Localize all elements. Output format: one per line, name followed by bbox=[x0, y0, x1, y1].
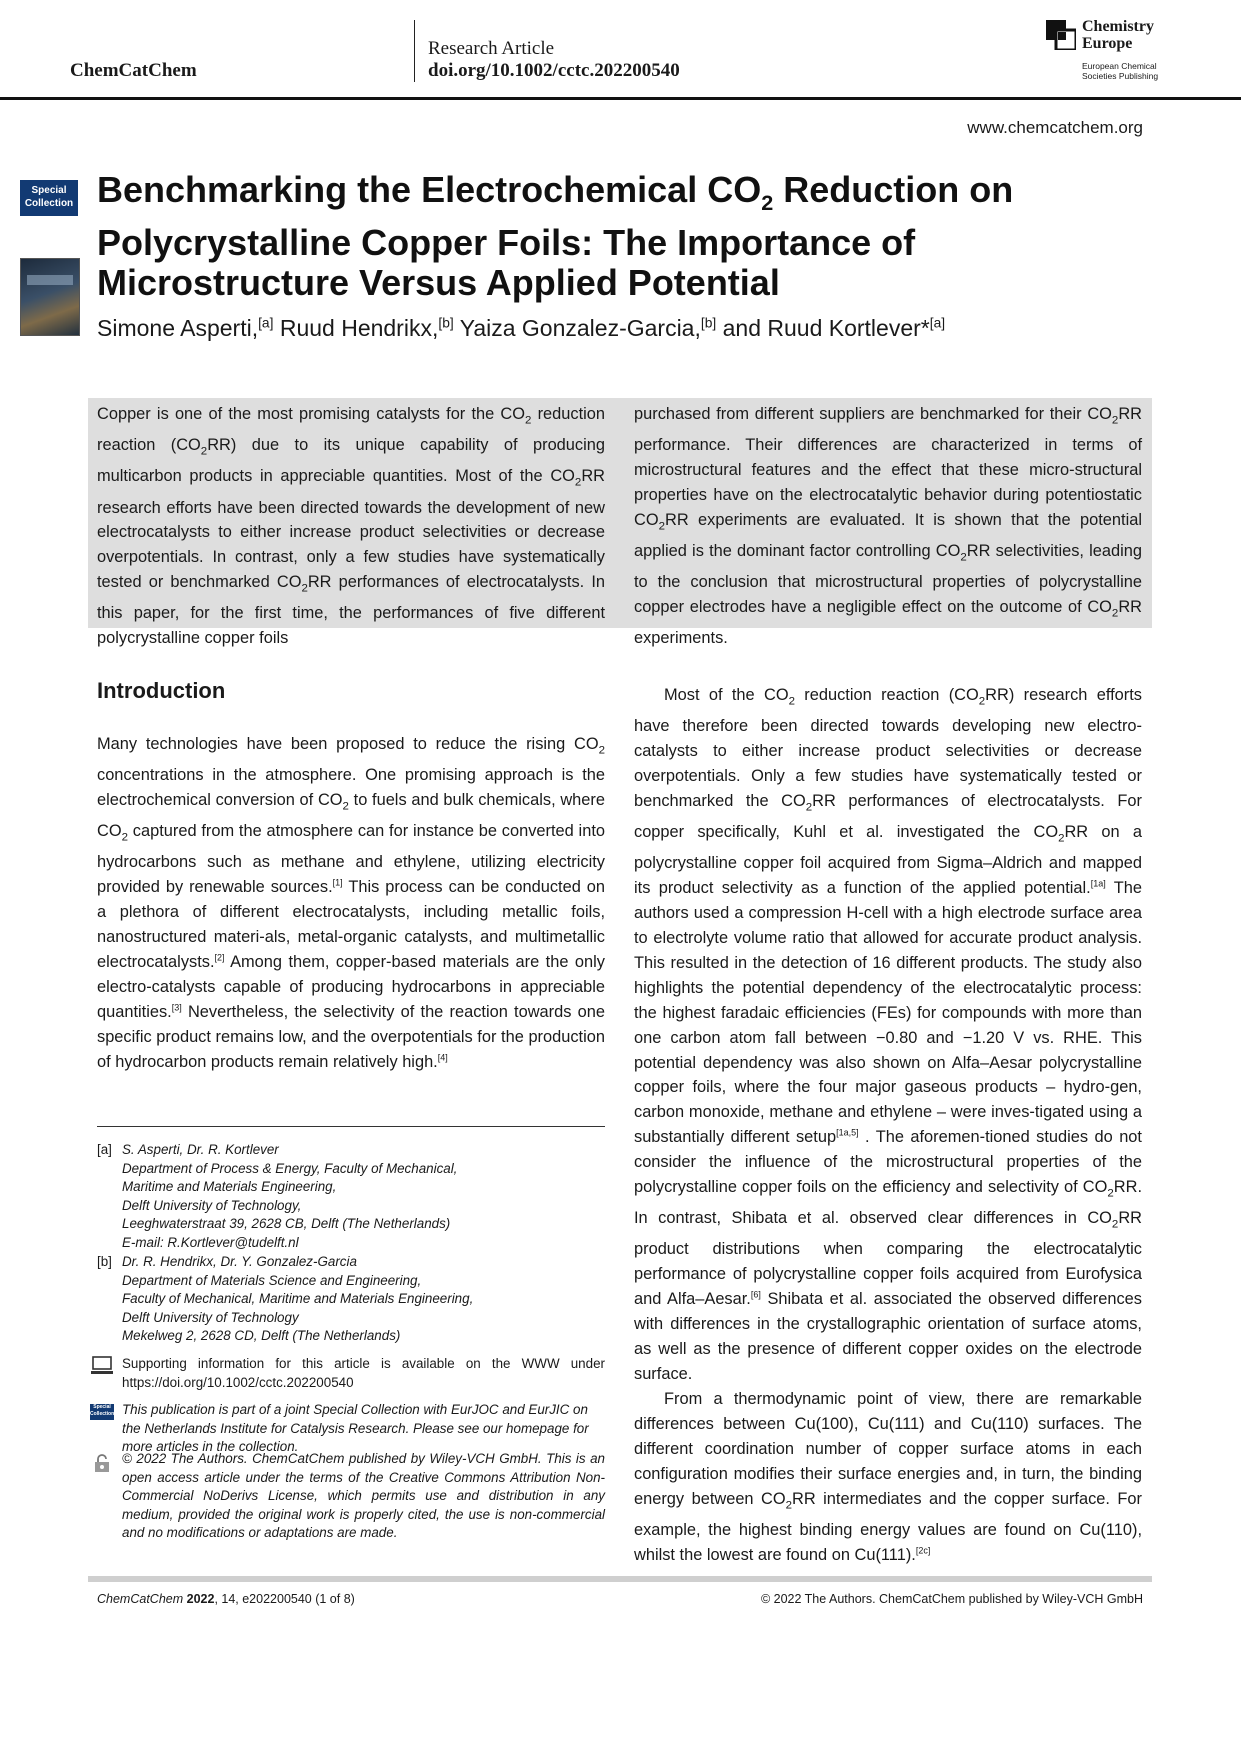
footnote-divider bbox=[97, 1126, 605, 1127]
website-link[interactable]: www.chemcatchem.org bbox=[967, 118, 1143, 137]
header-divider bbox=[414, 20, 415, 82]
affiliation-a: [a] S. Asperti, Dr. R. Kortlever Department of Process & Energy, Faculty of Mechanical, Maritime and Materials Engineering, Delft University of Technology, Leeghwaterstraat 39, 2628 CB, Delft (The Netherlands) E-mail: R.Kortlever@tudelft.nl bbox=[97, 1141, 605, 1253]
author-list: Simone Asperti,[a] Ruud Hendrikx,[b] Yaiza Gonzalez-Garcia,[b] and Ruud Kortlever*[a] bbox=[97, 315, 946, 341]
article-type: Research Article bbox=[428, 38, 555, 59]
author-name: and Ruud Kortlever* bbox=[722, 315, 930, 341]
author-email-link[interactable]: E-mail: R.Kortlever@tudelft.nl bbox=[122, 1235, 299, 1250]
footer-citation: ChemCatChem 2022, 14, e202200540 (1 of 8) bbox=[97, 1592, 355, 1606]
special-collection-badge[interactable]: Special Collection bbox=[20, 180, 78, 216]
publisher-subtitle: European Chemical Societies Publishing bbox=[1082, 61, 1159, 81]
footer-copyright: © 2022 The Authors. ChemCatChem published by Wiley-VCH GmbH bbox=[760, 1592, 1143, 1606]
intro-left-text: Many technologies have been proposed to reduce the rising $CO_2$ concentrations in the atmosphere. One promising approach is the electrochemical conversion of $CO_2$ to fuels and bulk chemicals, where $CO_2$ captured from the atmosphere can for instance be converted into hydrocarbons such as methane and ethylene, utilizing electricity provided by renewable sources.[1] This process can be conducted on a plethora of different electrocatalysts, including metallic foils, nanostructured materi-als, metal-organic catalysts, and multimetallic electrocatalysts.[2] Among them, copper-based materials are the only electro-catalysts capable of producing hydrocarbons in appreciable quantities.[3] Nevertheless, the selectivity of the reaction towards one specific product remains low, and the overpotentials for the production of hydrocarbon products remain relatively high.[4] bbox=[97, 735, 605, 1071]
journal-name: ChemCatChem bbox=[70, 60, 197, 81]
chemistry-europe-logo-icon bbox=[1046, 20, 1076, 50]
computer-icon bbox=[90, 1356, 114, 1376]
article-title: Benchmarking the Electrochemical $CO_2$ Reduction on Polycrystalline Copper Foils: The Importance of Microstructure Versus Applied Potential bbox=[97, 169, 1014, 304]
header-rule bbox=[0, 97, 1241, 100]
author-name: Simone Asperti, bbox=[97, 315, 259, 341]
abstract-right-column: purchased from different suppliers are benchmarked for their $CO_2RR$ performance. Their differences are characterized in terms of microstructural features and the effect that these micro-structural properties have on the electrocatalytic behavior during potentiostatic $CO_2RR$ experiments are evaluated. It is shown that the potential applied is the dominant factor controlling $CO_2RR$ selectivities, leading to the conclusion that microstructural properties of polycrystalline copper electrodes have a negligible effect on the outcome of $CO_2RR$ experiments. bbox=[634, 405, 1143, 648]
open-access-icon bbox=[90, 1453, 114, 1473]
collection-note: This publication is part of a joint Special Collection with EurJOC and EurJIC on the Netherlands Institute for Catalysis Research. Please see our homepage for more articles in the collection. bbox=[122, 1402, 589, 1455]
special-collection-icon: Special Collection bbox=[90, 1404, 114, 1420]
article-doi-link[interactable]: doi.org/10.1002/cctc.202200540 bbox=[428, 60, 680, 81]
license-note: © 2022 The Authors. ChemCatChem published by Wiley-VCH GmbH. This is an open access article under the terms of the Creative Commons Attribution Non-Commercial NoDerivs License, which permits use and distribution in any medium, provided the original work is properly cited, the use is non-commercial and no modifications or adaptations are made. bbox=[122, 1451, 605, 1541]
affiliation-b: [b] Dr. R. Hendrikx, Dr. Y. Gonzalez-Garcia Department of Materials Science and Engineering, Faculty of Mechanical, Maritime and Materials Engineering, Delft University of Technology Mekelweg 2, 2628 CD, Delft (The Netherlands) bbox=[97, 1254, 474, 1344]
publisher-title: Chemistry Europe bbox=[1082, 18, 1154, 52]
section-heading-introduction: Introduction bbox=[97, 678, 226, 703]
footer-rule bbox=[88, 1576, 1152, 1582]
author-name: Yaiza Gonzalez-Garcia, bbox=[459, 315, 701, 341]
abstract-left-column: Copper is one of the most promising catalysts for the $CO_2$ reduction reaction $(CO_2RR)$ due to its unique capability of producing multicarbon products in appreciable quantities. Most of the $CO_2RR$ research efforts have been directed towards the development of new electrocatalysts to either increase product selectivities or decrease overpotentials. In contrast, only a few studies have systematically tested or benchmarked $CO_2RR$ performances of electrocatalysts. In this paper, for the first time, the performances of five different polycrystalline copper foils bbox=[97, 405, 605, 648]
intro-right-text: Most of the $CO_2$ reduction reaction $(CO_2RR)$ research efforts have therefore been directed towards developing new electro-catalysts to either increase product selectivities or decrease overpotentials. Only a few studies have systematically tested or benchmarked the $CO_2RR$ performances of electrocatalysts. For copper specifically, Kuhl et al. investigated the $CO_2RR$ on a polycrystalline copper foil acquired from Sigma–Aldrich and mapped its product selectivity as a function of the applied potential.[1a] The authors used a compression H-cell with a high electrode surface area to electrolyte volume ratio that allowed for accurate product analysis. This resulted in the detection of 16 different products. The study also highlights the potential dependency of the electrocatalytic process: the highest faradaic efficiencies (FEs) for compounds with more than one carbon atom fall between −0.80 and −1.20 V vs. RHE. This potential dependency was also shown on Alfa–Aesar polycrystalline copper foils, where the four major gaseous products – hydro-gen, carbon monoxide, methane and ethylene – were inves-tigated using a substantially different setup[1a,5] . The aforemen-tioned studies do not consider the influence of the microstructural properties of the polycrystalline copper foils on the efficiency and selectivity of $CO_2RR$. In contrast, Shibata et al. observed clear differences in $CO_2RR$ product distributions when comparing the electrocatalytic performance of polycrystalline copper foils acquired from Eurofysica and Alfa–Aesar.[6] Shibata et al. associated the observed differences with differences in the crystallographic orientation of surface atoms, as well as the presence of different copper oxides on the electrode surface. From a thermodynamic point of view, there are remarkable differences between Cu(100), Cu(111) and Cu(110) surfaces. The different coordination number of copper surface atoms in each configuration modifies their surface energies and, in turn, the binding energy between $CO_2RR$ intermediates and the copper surface. For example, the highest binding energy values are found on Cu(110), whilst the lowest are found on Cu(111).[2c] bbox=[634, 686, 1142, 1564]
author-name: Ruud Hendrikx, bbox=[279, 315, 439, 341]
supporting-info-note[interactable]: Supporting information for this article is available on the WWW under https://doi.org/10.1002/cctc.202200540 bbox=[122, 1356, 605, 1390]
journal-cover-thumbnail[interactable] bbox=[20, 258, 80, 336]
